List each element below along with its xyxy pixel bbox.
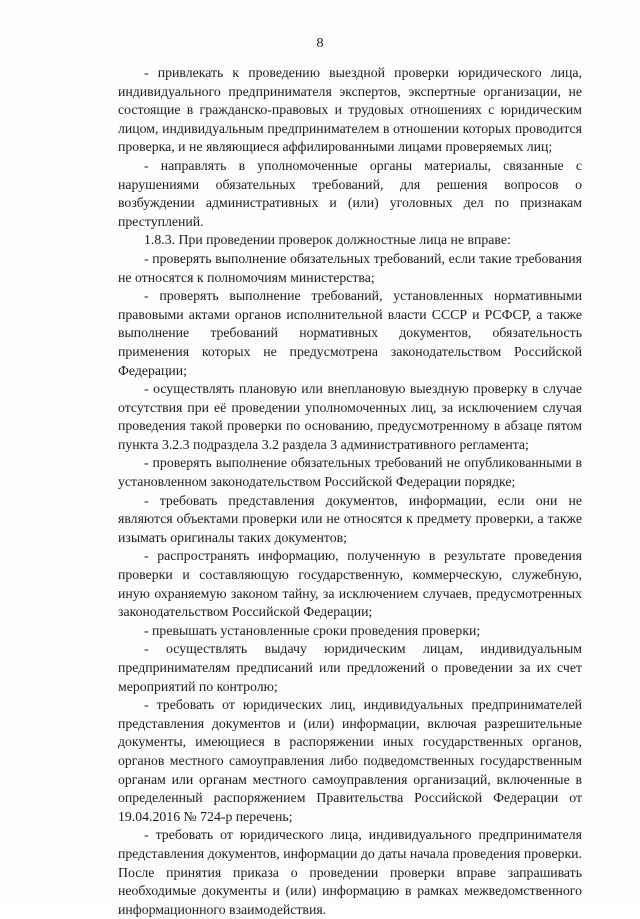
page-number: 8 [316, 36, 324, 51]
paragraph-2: - направлять в уполномоченные органы материалы, связанные с нарушениями обязательных требований, для решения вопросов о возбуждении административных и (или) уголовных дел по признакам преступлений. [118, 157, 582, 229]
paragraph-5: - проверять выполнение требований, установленных нормативными правовыми актами органов исполнительной власти СССР и РСФСР, а также выполнение требований нормативных документов, обязательность применения которых не предусмотрена законодательством Российской Федерации; [118, 288, 582, 378]
paragraph-8: - требовать представления документов, информации, если они не являются объектами проверки или не относятся к предмету проверки, а также изымать оригиналы таких документов; [118, 492, 582, 545]
paragraph-9: - распространять информацию, полученную в результате проведения проверки и составляющую государственную, коммерческую, служебную, иную охраняемую законом тайну, за исключением случаев, предусмотренных законодательством Российской Федерации; [118, 548, 582, 620]
paragraph-3: 1.8.3. При проведении проверок должностные лица не вправе: [144, 232, 511, 248]
paragraph-4: - проверять выполнение обязательных требований, если такие требования не относятся к полномочиям министерства; [118, 250, 582, 285]
paragraph-1: - привлекать к проведению выездной проверки юридического лица, индивидуального предпринимателя экспертов, экспертные организации, не состоящие в гражданско-правовых и трудовых отношениях с юридическим лицом, индивидуальным предпринимателем в отношении которых проводится проверка, и не являющиеся аффилированными лицами проверяемых лиц; [118, 65, 582, 155]
paragraph-10: - превышать установленные сроки проведения проверки; [144, 622, 481, 638]
paragraph-11: - осуществлять выдачу юридическим лицам, индивидуальным предпринимателям предписаний или предложений о проведении за их счет мероприятий по контролю; [118, 641, 582, 694]
document-body [118, 64, 582, 919]
paragraph-7: - проверять выполнение обязательных требований не опубликованными в установленном законодательством Российской Федерации порядке; [118, 455, 582, 490]
paragraph-13: - требовать от юридического лица, индивидуального предпринимателя представления документов, информации до даты начала проведения проверки. После принятия приказа о проведении проверки вправе запрашивать необходимые документы и (или) информацию в рамках межведомственного информационного взаимодействия. [118, 827, 582, 917]
paragraph-6: - осуществлять плановую или внеплановую выездную проверку в случае отсутствия при её проведении уполномоченных лиц, за исключением случая проведения такой проверки по основанию, предусмотренному в абзаце пятом пункта 3.2.3 подраздела 3.2 раздела 3 административного регламента; [118, 381, 582, 452]
paragraph-12: - требовать от юридических лиц, индивидуальных предпринимателей представления документов и (или) информации, включая разрешительные документы, имеющиеся в распоряжении иных государственных органов, органов местного самоуправления либо подведомственных государственным органам или органам местного самоуправления организаций, включенные в определенный распоряжением Правительства Российской Федерации от 19.04.2016 № 724-р перечень; [118, 697, 582, 824]
